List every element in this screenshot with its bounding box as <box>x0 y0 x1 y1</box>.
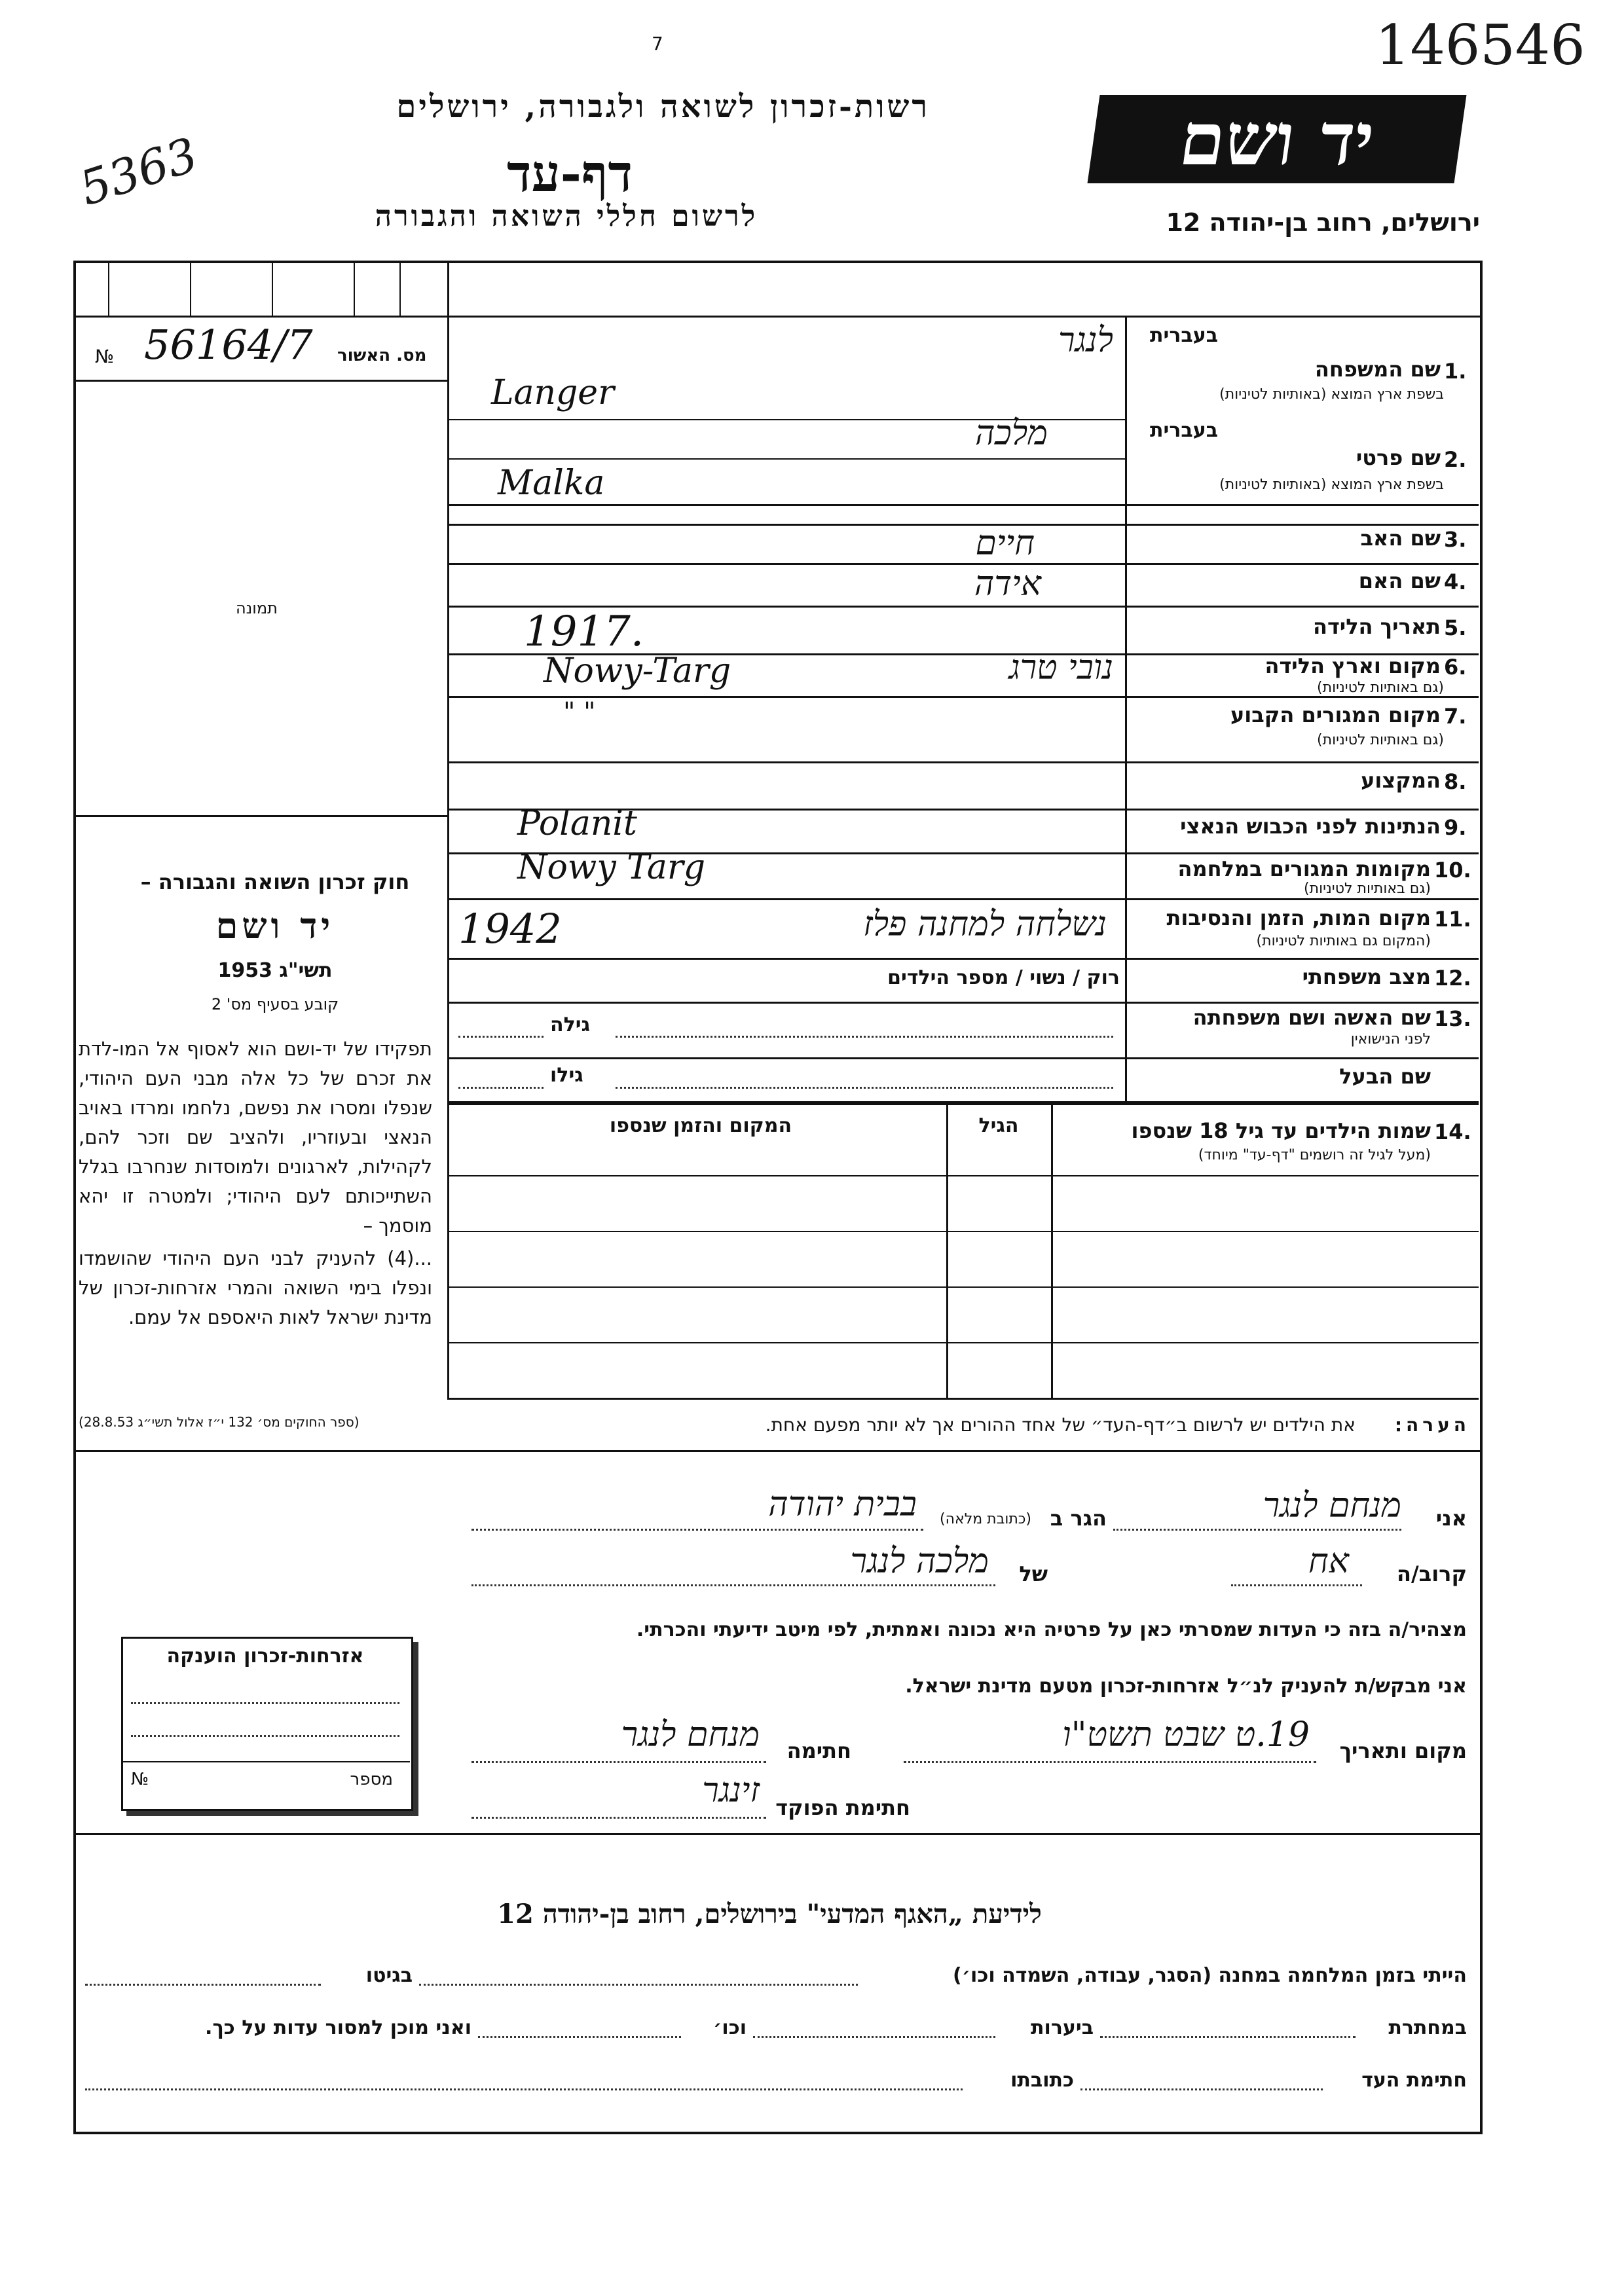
nationality: Polanit <box>517 804 637 843</box>
death-year: 1942 <box>458 905 562 953</box>
field-12-label: מצב משפחתי <box>1302 964 1431 989</box>
info-line3-signature: חתימת העד <box>1361 2069 1467 2092</box>
wartime-residence: Nowy Targ <box>517 848 706 887</box>
wife-age-label: גילה <box>550 1013 590 1036</box>
place-date-label: מקום ותאריך <box>1339 1738 1467 1763</box>
declaration-statement: מצהיר/ה בזה כי העדות שמסרתי כאן על פרטיה היא נכונה ואמתית, לפי מיטב ידיעתי והכרתי. <box>636 1618 1467 1641</box>
field-11-sub: (המקום גם באותיות לטיניות) <box>1256 933 1431 949</box>
children-age-header: הגיל <box>978 1114 1019 1137</box>
info-line2-etc: וכו׳ <box>713 2016 747 2039</box>
of-label: של <box>1019 1561 1048 1586</box>
place-date: 19.ט שבט תשט"ו <box>1062 1715 1310 1755</box>
law-citation: (ספר החוקים מס׳ 132 י״ז אלול תשי״ג 28.8.53) <box>79 1414 360 1430</box>
family-name-hebrew: לנגר <box>1058 321 1113 360</box>
law-year: תשי"ג 1953 <box>217 959 333 982</box>
officer-signature-label: חתימת הפוקד <box>775 1795 910 1820</box>
field-10-sub: (גם באותיות לטיניות) <box>1304 881 1431 897</box>
law-section: קובע בסעיף מס' 2 <box>211 995 339 1013</box>
field-13-label: שם האשה ושם משפחתה <box>1192 1005 1431 1030</box>
witness-address: בבית יהודה <box>768 1485 917 1524</box>
address: ירושלים, רחוב בן-יהודה 12 <box>1166 208 1480 237</box>
field-13-number: 13. <box>1434 1006 1471 1031</box>
info-line2-ready: ואני מוכן למסור עדות על כך. <box>205 2016 471 2039</box>
info-line3-address: כתובתו <box>1010 2069 1074 2092</box>
authority-name: רשות-זכרון לשואה ולגבורה, ירושלים <box>396 88 930 125</box>
husband-age-label: גילו <box>550 1064 583 1087</box>
field-10-number: 10. <box>1434 858 1471 883</box>
page-subtitle: לרשום חללי השואה והגבורה <box>375 200 758 233</box>
info-title: לידיעת „האגף המדעי" בירושלים, רחוב בן-יהודה 12 <box>497 1899 1042 1929</box>
note-text: את הילדים יש לרשום ב״דף-העד״ של אחד ההורים אך לא יותר מפעם אחת. <box>765 1414 1356 1436</box>
field-2-sub: בשפת ארץ המוצא (באותיות לטיניות) <box>1219 477 1444 493</box>
birth-place-hebrew: נובי טרג <box>1008 648 1113 687</box>
field-5-label: תאריך הלידה <box>1312 614 1441 639</box>
officer-signature: זינגר <box>702 1771 760 1810</box>
field-1-sub: בשפת ארץ המוצא (באותיות לטיניות) <box>1219 386 1444 403</box>
field-8-number: 8. <box>1444 769 1467 794</box>
field-4-number: 4. <box>1444 570 1467 594</box>
witness-signature: מנחם לנגר <box>621 1715 760 1755</box>
declaration-i-label: אני <box>1435 1506 1467 1531</box>
field-7-sub: (גם באותיות לטיניות) <box>1317 732 1444 748</box>
children-sub: (מעל לגיל זה רושמים "דף-עד" מיוחד) <box>1198 1147 1431 1163</box>
relative-of-name: מלכה לנגר <box>850 1542 989 1581</box>
field-3-label: שם האב <box>1360 526 1441 551</box>
approval-no-symbol: № <box>95 346 115 367</box>
field-7-label: מקום המגורים הקבוע <box>1230 702 1441 727</box>
field-1-lang: בעברית <box>1150 324 1218 347</box>
field-2-lang: בעברית <box>1150 419 1218 442</box>
law-heading: חוק זכרון השואה והגבורה – <box>140 869 410 894</box>
page-number-stamp: 5363 <box>73 126 204 217</box>
husband-label: שם הבעל <box>1339 1064 1431 1089</box>
law-name: יד ושם <box>215 905 335 947</box>
yad-vashem-logo: יד ושם <box>1088 95 1467 183</box>
field-2-label: שם פרטי <box>1356 445 1441 470</box>
approval-label: מס. האשור <box>337 346 427 365</box>
field-6-number: 6. <box>1444 655 1467 680</box>
first-name-hebrew: מלכה <box>974 414 1048 453</box>
photo-label: תמונה <box>236 599 278 617</box>
citizenship-number-label: מספר <box>350 1770 393 1789</box>
note-label: הערה: <box>1394 1414 1470 1436</box>
page-title: דף-עד <box>507 144 633 204</box>
field-11-number: 11. <box>1434 907 1471 932</box>
family-name-latin: Langer <box>491 373 614 412</box>
field-3-number: 3. <box>1444 527 1467 552</box>
info-line2-underground: במחתרת <box>1388 2016 1467 2039</box>
children-label: שמות הילדים עד גיל 18 שנספו <box>1131 1118 1431 1143</box>
info-line1-start: הייתי בזמן המלחמה במחנה (הסגר, עבודה, השמדה וכו׳) <box>953 1964 1467 1987</box>
field-4-label: שם האם <box>1358 568 1441 593</box>
signature-label: חתימה <box>786 1738 851 1763</box>
field-5-number: 5. <box>1444 615 1467 640</box>
field-12-number: 12. <box>1434 966 1471 991</box>
death-circumstances: נשלחה למחנה פלז <box>863 905 1107 944</box>
resident-label: הגר ב <box>1050 1506 1107 1531</box>
mother-name: אידה <box>974 564 1041 604</box>
field-9-label: הנתינות לפני הכבוש הנאצי <box>1180 814 1441 839</box>
field-14-number: 14. <box>1434 1120 1471 1144</box>
field-13-sub: לפני הנישואין <box>1350 1031 1431 1048</box>
field-1-label: שם המשפחה <box>1314 357 1441 382</box>
relative-label: קרוב/ה <box>1397 1561 1467 1586</box>
field-6-sub: (גם באותיות לטיניות) <box>1317 680 1444 696</box>
field-1-number: 1. <box>1444 359 1467 384</box>
field-11-label: מקום המות, הזמן והנסיבות <box>1166 905 1431 930</box>
marital-status-options: רוק / נשוי / מספר הילדים <box>887 966 1120 989</box>
permanent-residence: " " <box>563 697 596 727</box>
page-mark: 7 <box>652 33 663 54</box>
father-name: חיים <box>975 524 1035 563</box>
declaration-request: אני מבקש/ת להעניק לנ״ל אזרחות-זכרון מטעם מדינת ישראל. <box>905 1675 1467 1698</box>
info-line2-forests: ביערות <box>1031 2016 1094 2039</box>
relation: אח <box>1308 1542 1349 1581</box>
field-10-label: מקומות המגורים במלחמה <box>1177 856 1431 881</box>
law-paragraph-1: תפקידו של יד-ושם הוא לאסוף אל המו-לדת את זכרם של כל אלה מבני העם היהודי, שנפלו ומסרו את נפשם, נלחמו ומרדו באויב הנאצי ובעוזריו, ולהציב שם וזכר להם, לקהילות, לארגונים ולמוסדות שנחרבו בגלל השתייכותם לעם היהודי; ולמטרה זו יהא מוסמך – <box>79 1038 432 1237</box>
address-note: (כתובת מלאה) <box>940 1511 1031 1527</box>
children-place-header: המקום והזמן שנספו <box>609 1114 792 1137</box>
field-6-label: מקום וארץ הלידה <box>1264 653 1441 678</box>
field-7-number: 7. <box>1444 704 1467 729</box>
citizenship-box-title: אזרחות-זכרון הוענקה <box>166 1645 364 1667</box>
field-2-number: 2. <box>1444 447 1467 472</box>
birth-date: 1917. <box>524 608 644 656</box>
info-line1-end: בגיטו <box>365 1964 413 1987</box>
archive-number-stamp: 146546 <box>1375 13 1585 77</box>
field-9-number: 9. <box>1444 815 1467 840</box>
witness-name: מנחם לנגר <box>1263 1486 1401 1525</box>
birth-place-latin: Nowy-Targ <box>544 651 731 691</box>
first-name-latin: Malka <box>498 464 605 503</box>
field-8-label: המקצוע <box>1361 768 1441 793</box>
law-paragraph-2: ...(4) להעניק לבני העם היהודי שהושמדו ונפלו בימי השואה והמרי אזרחות-זכרון של מדינת ישראל לאות היאספם אל עמם. <box>79 1247 432 1328</box>
citizenship-no-symbol: № <box>131 1770 149 1789</box>
approval-number: 56164/7 <box>144 321 313 369</box>
